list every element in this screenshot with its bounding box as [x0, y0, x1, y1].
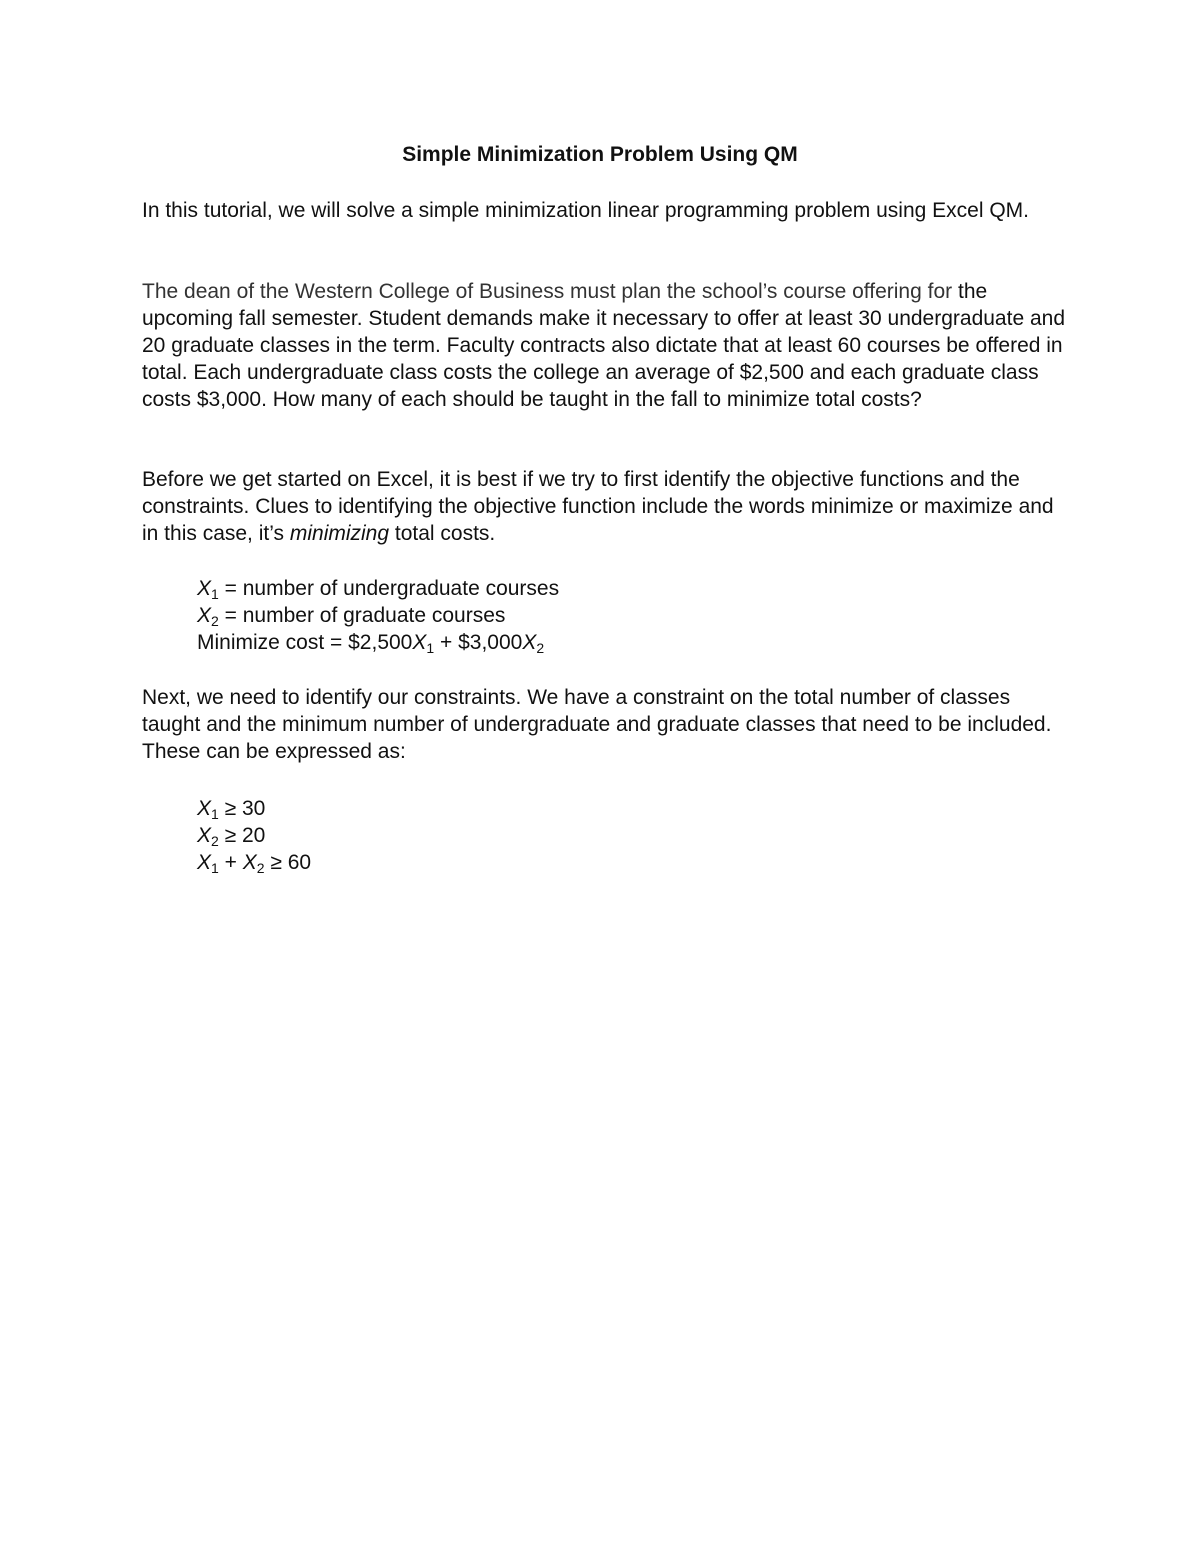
approach-text: Before we get started on Excel, it is best if we try to first identify the objective functions and the constraints. Clues to identifying the objective function include the words minimize or maximize and in this case, it’s [142, 468, 1054, 545]
constraint-2: $X_2 \ge 20$ [197, 824, 266, 849]
constraint-list [197, 795, 311, 876]
definition-x2: $X_2$ = number of graduate courses [197, 604, 506, 629]
approach-end-text: total costs. [394, 522, 496, 545]
constraints-paragraph: Next, we need to identify our constraints. We have a constraint on the total number of classes taught and the minimum number of undergraduate and graduate classes that need to be included. These can be expressed as: [142, 686, 1052, 763]
objective-function: Minimize $\cos t = \$2,500X_1$ + $\$3,000X_2$ [197, 631, 545, 656]
document-title: Simple Minimization Problem Using QM [402, 143, 798, 166]
constraint-1: $X_1 \ge 30$ [197, 797, 266, 822]
variable-definitions [197, 575, 559, 656]
problem-body-text: the upcoming fall semester. Student demands make it necessary to offer at least 30 undergraduate and 20 graduate classes in the term. Faculty contracts also dictate that at least 60 courses be offered in total. Each undergraduate class costs the college an average of $2,500 and each graduate class costs $3,000. How many of each should be taught in the fall to minimize total costs? [142, 280, 1065, 411]
problem-lead-text: The dean of the Western College of Business must plan the school’s course offering for [142, 280, 953, 303]
intro-paragraph: In this tutorial, we will solve a simple minimization linear programming problem using Excel QM. [142, 199, 1029, 222]
constraint-3: $X_1 + X_2 \ge 60$ [197, 851, 312, 876]
approach-emphasis: minimizing [289, 522, 390, 545]
approach-paragraph [142, 466, 1072, 547]
definition-x1: $X_1$ = number of undergraduate courses [197, 577, 560, 602]
problem-paragraph [142, 278, 1072, 413]
